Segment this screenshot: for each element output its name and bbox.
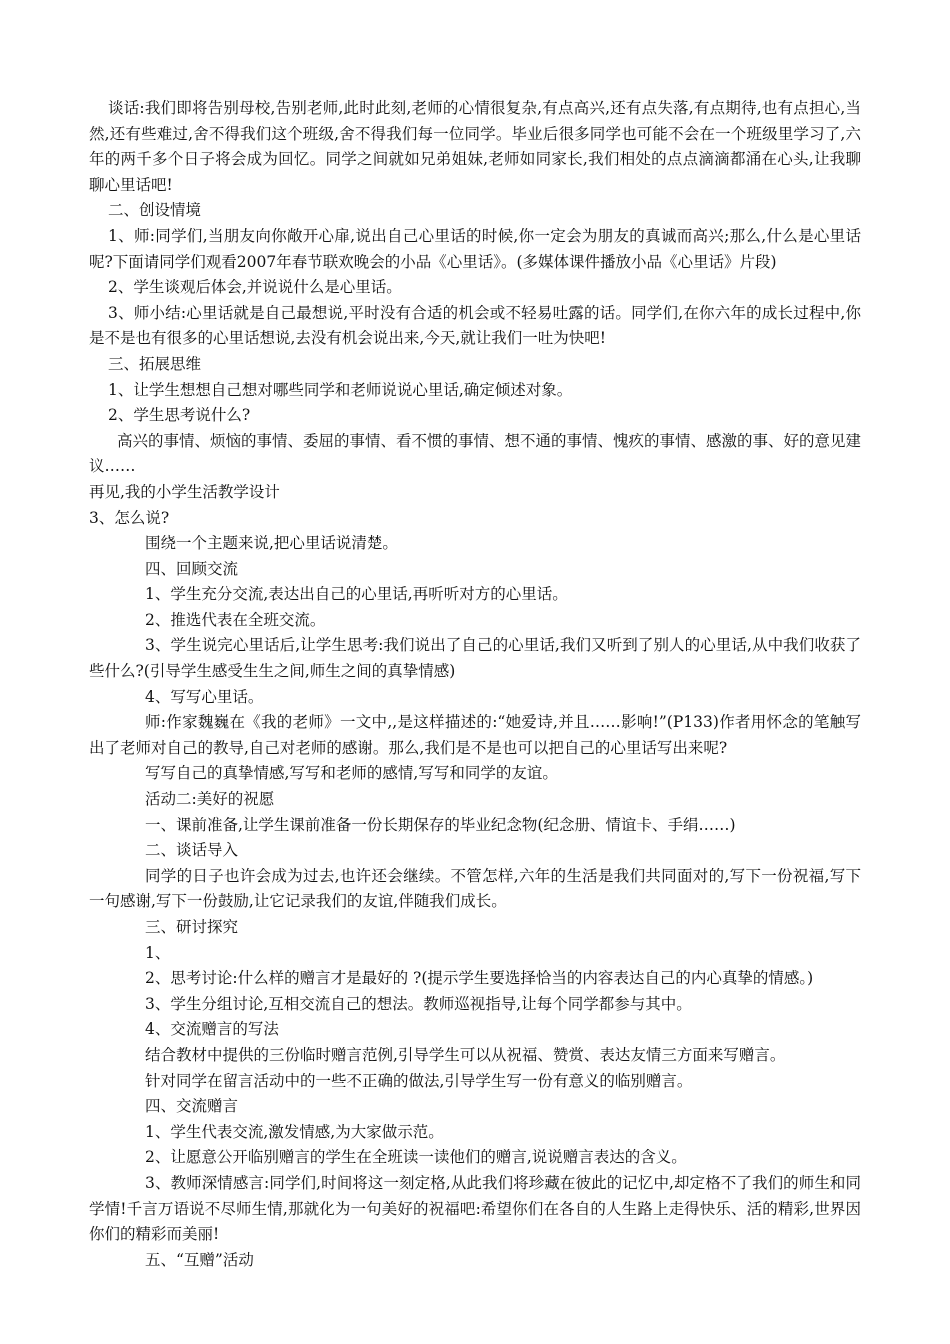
heading-mutual-gift: 五、“互赠”活动	[145, 1250, 254, 1269]
paragraph-review-2: 2、推选代表在全班交流。	[145, 610, 326, 629]
paragraph-guidance: 针对同学在留言活动中的一些不正确的做法,引导学生写一份有意义的临别赠言。	[145, 1071, 693, 1090]
paragraph-theme: 围绕一个主题来说,把心里话说清楚。	[145, 534, 398, 553]
document-body	[89, 96, 861, 1273]
heading-activity-two: 活动二:美好的祝愿	[145, 790, 275, 809]
paragraph-intro-talk: 谈话:我们即将告别母校,告别老师,此时此刻,老师的心情很复杂,有点高兴,还有点失落,有点期待,也有点担心,当然,还有些难过,舍不得我们这个班级,舍不得我们每一位同学。毕业后很多同学也可能不会在一个班级里学习了,六年的两千多个日子将会成为回忆。同学之间就如兄弟姐妹,老师如同家长,我们相处的点点滴滴都涌在心头,让我聊聊心里话吧!	[89, 99, 861, 194]
heading-create-situation: 二、创设情境	[108, 201, 202, 220]
paragraph-topics: 高兴的事情、烦恼的事情、委屈的事情、看不惯的事情、想不通的事情、愧疚的事情、感激的事、好的意见建议……	[89, 431, 862, 476]
paragraph-research-2: 2、思考讨论:什么样的赠言才是最好的 ?(提示学生要选择恰当的内容表达自己的内心真挚的情感。)	[145, 969, 814, 988]
paragraph-write-feelings: 写写自己的真挚情感,写写和老师的感情,写写和同学的友谊。	[145, 764, 558, 783]
paragraph-review-1: 1、学生充分交流,表达出自己的心里话,再听听对方的心里话。	[145, 585, 568, 604]
heading-research: 三、研讨探究	[145, 918, 239, 936]
paragraph-review-4: 4、写写心里话。	[145, 687, 264, 706]
paragraph-teacher-quote: 师:作家魏巍在《我的老师》一文中,,是这样描述的:“她爱诗,并且……影响!”(P133)作者用怀念的笔触写出了老师对自己的教导,自己对老师的感谢。那么,我们是不是也可以把自己的心里话写出来呢?	[89, 713, 861, 757]
heading-talk-intro: 二、谈话导入	[145, 841, 239, 860]
heading-review-exchange: 四、回顾交流	[145, 559, 239, 578]
paragraph-research-3: 3、学生分组讨论,互相交流自己的想法。教师巡视指导,让每个同学都参与其中。	[145, 994, 692, 1013]
paragraph-classmates-days: 同学的日子也许会成为过去,也许还会继续。不管怎样,六年的生活是我们共同面对的,写下一份祝福,写下一句感谢,写下一份鼓励,让它记录我们的友谊,伴随我们成长。	[89, 866, 861, 911]
heading-exchange-words: 四、交流赠言	[145, 1097, 239, 1116]
paragraph-preparation: 一、课前准备,让学生课前准备一份长期保存的毕业纪念物(纪念册、情谊卡、手绢……)	[145, 815, 736, 834]
paragraph-examples: 结合教材中提供的三份临时赠言范例,引导学生可以从祝福、赞赏、表达友情三方面来写赠言。	[145, 1045, 786, 1064]
heading-expand-thinking: 三、拓展思维	[108, 354, 202, 373]
paragraph-think-2: 2、学生思考说什么?	[108, 406, 251, 425]
paragraph-exchange-3: 3、教师深情感言:同学们,时间将这一刻定格,从此我们将珍藏在彼此的记忆中,却定格不了我们的师生和同学情!千言万语说不尽师生情,那就化为一句美好的祝福吧:希望你们在各自的人生路上走得快乐、活的精彩,世界因你们的精彩而美丽!	[89, 1173, 861, 1244]
paragraph-step-2: 2、学生谈观后体会,并说说什么是心里话。	[108, 278, 402, 297]
document-title-line: 再见,我的小学生活教学设计	[89, 482, 280, 501]
paragraph-step-1: 1、师:同学们,当朋友向你敞开心扉,说出自己心里话的时候,你一定会为朋友的真诚而高兴;那么,什么是心里话呢?下面请同学们观看2007年春节联欢晚会的小品《心里话》。(多媒体课件播放小品《心里话》片段)	[89, 226, 861, 271]
paragraph-research-4: 4、交流赠言的写法	[145, 1020, 279, 1039]
paragraph-research-1: 1、	[145, 943, 171, 962]
paragraph-how-to-say: 3、怎么说?	[89, 508, 170, 527]
paragraph-review-3: 3、学生说完心里话后,让学生思考:我们说出了自己的心里话,我们又听到了别人的心里话,从中我们收获了些什么?(引导学生感受生生之间,师生之间的真挚情感)	[89, 636, 861, 681]
paragraph-exchange-1: 1、学生代表交流,激发情感,为大家做示范。	[145, 1122, 444, 1141]
paragraph-think-1: 1、让学生想想自己想对哪些同学和老师说说心里话,确定倾述对象。	[108, 380, 573, 399]
paragraph-exchange-2: 2、让愿意公开临别赠言的学生在全班读一读他们的赠言,说说赠言表达的含义。	[145, 1148, 687, 1167]
paragraph-step-3: 3、师小结:心里话就是自己最想说,平时没有合适的机会或不轻易吐露的话。同学们,在你六年的成长过程中,你是不是也有很多的心里话想说,去没有机会说出来,今天,就让我们一吐为快吧!	[89, 303, 861, 348]
